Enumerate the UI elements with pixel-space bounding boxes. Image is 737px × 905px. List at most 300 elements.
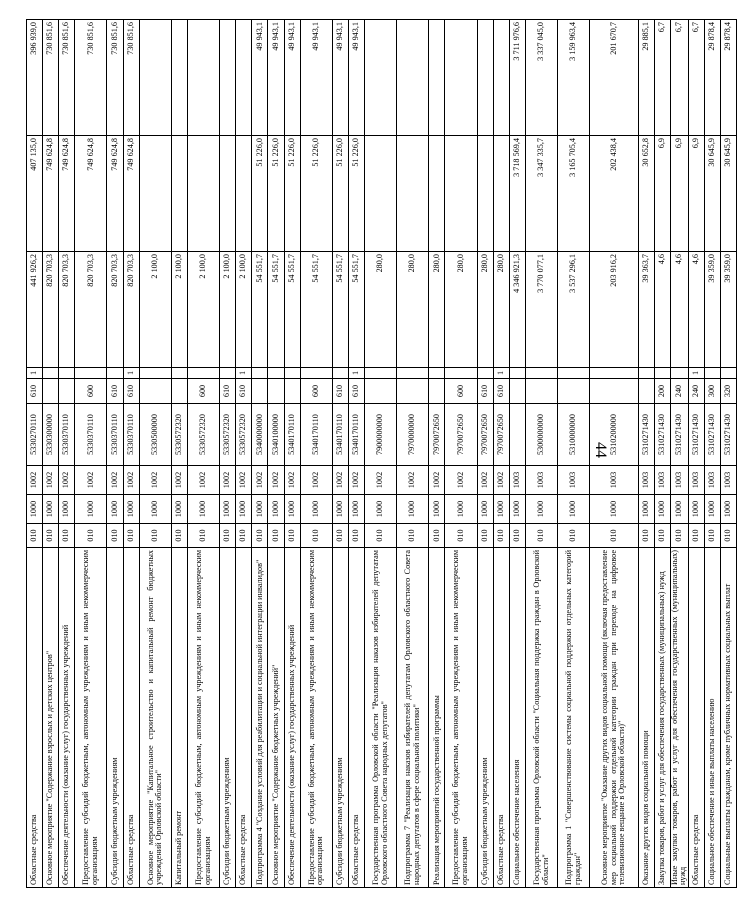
amount-year3-cell: 29 878,4	[705, 20, 721, 136]
expense-type-cell	[59, 379, 75, 404]
fund-source-cell: 1	[236, 368, 252, 379]
expense-type-cell: 600	[187, 379, 219, 404]
fund-source-cell: 1	[123, 368, 139, 379]
ved-code-cell: 010	[139, 524, 171, 548]
amount-year1-cell: 54 551,7	[348, 252, 364, 368]
subsection-cell: 1003	[590, 466, 638, 495]
subsection-cell: 1002	[429, 466, 445, 495]
rotated-table-container	[26, 20, 733, 888]
table-row	[525, 20, 557, 888]
amount-year2-cell	[397, 136, 429, 252]
amount-year3-cell: 29 885,1	[638, 20, 654, 136]
section-cell: 1000	[445, 495, 477, 524]
table-row	[721, 20, 737, 888]
section-cell: 1000	[654, 495, 670, 524]
ved-code-cell: 010	[252, 524, 268, 548]
table-row	[397, 20, 429, 888]
amount-year2-cell: 6,9	[654, 136, 670, 252]
amount-year3-cell: 3 159 963,4	[558, 20, 590, 136]
target-article-cell: 5300000000	[525, 404, 557, 466]
table-row	[493, 20, 509, 888]
amount-year1-cell: 280,0	[429, 252, 445, 368]
amount-year1-cell: 820 703,3	[123, 252, 139, 368]
amount-year3-cell	[445, 20, 477, 136]
table-row	[123, 20, 139, 888]
name-cell: Реализация мероприятий государственной программы	[429, 548, 445, 888]
ved-code-cell: 010	[397, 524, 429, 548]
section-cell: 1000	[332, 495, 348, 524]
name-cell: Предоставление субсидий бюджетным, автономным учреждениям и иным некоммерческим организациям	[300, 548, 332, 888]
table-row	[139, 20, 171, 888]
table-row	[43, 20, 59, 888]
ved-code-cell: 010	[477, 524, 493, 548]
ved-code-cell: 010	[284, 524, 300, 548]
name-cell: Предоставление субсидий бюджетным, автономным учреждениям и иным некоммерческим организациям	[75, 548, 107, 888]
expense-type-cell: 600	[75, 379, 107, 404]
ved-code-cell: 010	[364, 524, 396, 548]
amount-year1-cell: 4,6	[670, 252, 688, 368]
table-row	[509, 20, 525, 888]
amount-year3-cell	[187, 20, 219, 136]
ved-code-cell: 010	[590, 524, 638, 548]
section-cell: 1000	[220, 495, 236, 524]
amount-year1-cell: 4 346 921,3	[509, 252, 525, 368]
name-cell: Обеспечение деятельности (оказание услуг) государственных учреждений	[59, 548, 75, 888]
target-article-cell: 5330370110	[59, 404, 75, 466]
table-row	[107, 20, 123, 888]
target-article-cell: 5330370110	[107, 404, 123, 466]
section-cell: 1000	[348, 495, 364, 524]
amount-year3-cell: 49 943,1	[348, 20, 364, 136]
name-cell: Субсидии бюджетным учреждениям	[107, 548, 123, 888]
name-cell: Капитальный ремонт	[171, 548, 187, 888]
amount-year3-cell: 6,7	[670, 20, 688, 136]
amount-year3-cell	[139, 20, 171, 136]
fund-source-cell	[638, 368, 654, 379]
amount-year3-cell: 3 711 976,6	[509, 20, 525, 136]
section-cell: 1000	[721, 495, 737, 524]
amount-year3-cell: 6,7	[654, 20, 670, 136]
ved-code-cell: 010	[59, 524, 75, 548]
ved-code-cell: 010	[220, 524, 236, 548]
ved-code-cell: 010	[429, 524, 445, 548]
target-article-cell: 5330300000	[43, 404, 59, 466]
ved-code-cell: 010	[75, 524, 107, 548]
table-row	[59, 20, 75, 888]
name-cell: Государственная программа Орловской области "Реализация наказов избирателей депутатам Орловского областного Совета народных депутатов"	[364, 548, 396, 888]
ved-code-cell: 010	[107, 524, 123, 548]
fund-source-cell	[721, 368, 737, 379]
target-article-cell: 5330370110	[75, 404, 107, 466]
amount-year3-cell	[220, 20, 236, 136]
amount-year2-cell: 3 165 705,4	[558, 136, 590, 252]
subsection-cell: 1002	[477, 466, 493, 495]
amount-year3-cell: 730 851,6	[107, 20, 123, 136]
subsection-cell: 1002	[27, 466, 43, 495]
section-cell: 1000	[187, 495, 219, 524]
section-cell: 1000	[477, 495, 493, 524]
section-cell: 1000	[107, 495, 123, 524]
section-cell: 1000	[75, 495, 107, 524]
amount-year1-cell: 203 916,2	[590, 252, 638, 368]
name-cell: Подпрограмма 7 "Реализация наказов избирателей депутатам Орловского областного Совета народных депутатов в сфере социальной политики"	[397, 548, 429, 888]
section-cell: 1000	[171, 495, 187, 524]
name-cell: Иные закупки товаров, работ и услуг для обеспечения государственных (муниципальных) нужд	[670, 548, 688, 888]
amount-year1-cell: 4,6	[688, 252, 704, 368]
subsection-cell: 1002	[187, 466, 219, 495]
subsection-cell: 1002	[268, 466, 284, 495]
expense-type-cell: 610	[236, 379, 252, 404]
expense-type-cell	[364, 379, 396, 404]
name-cell: Областные средства	[236, 548, 252, 888]
amount-year1-cell: 280,0	[397, 252, 429, 368]
expense-type-cell: 610	[348, 379, 364, 404]
subsection-cell: 1003	[654, 466, 670, 495]
expense-type-cell	[43, 379, 59, 404]
subsection-cell: 1002	[139, 466, 171, 495]
ved-code-cell: 010	[670, 524, 688, 548]
amount-year3-cell: 29 878,4	[721, 20, 737, 136]
section-cell: 1000	[43, 495, 59, 524]
amount-year1-cell: 280,0	[493, 252, 509, 368]
ved-code-cell: 010	[236, 524, 252, 548]
subsection-cell: 1003	[721, 466, 737, 495]
table-row	[688, 20, 704, 888]
fund-source-cell	[171, 368, 187, 379]
fund-source-cell	[445, 368, 477, 379]
table-row	[477, 20, 493, 888]
name-cell: Областные средства	[27, 548, 43, 888]
fund-source-cell	[43, 368, 59, 379]
page-number: 44	[592, 442, 609, 458]
amount-year2-cell	[429, 136, 445, 252]
subsection-cell: 1002	[43, 466, 59, 495]
ved-code-cell: 010	[123, 524, 139, 548]
fund-source-cell	[364, 368, 396, 379]
subsection-cell: 1002	[123, 466, 139, 495]
target-article-cell: 5330572320	[187, 404, 219, 466]
table-row	[300, 20, 332, 888]
ved-code-cell: 010	[268, 524, 284, 548]
ved-code-cell: 010	[300, 524, 332, 548]
amount-year2-cell	[236, 136, 252, 252]
subsection-cell: 1003	[688, 466, 704, 495]
amount-year2-cell: 3 718 569,4	[509, 136, 525, 252]
section-cell: 1000	[638, 495, 654, 524]
fund-source-cell	[284, 368, 300, 379]
fund-source-cell	[75, 368, 107, 379]
ved-code-cell: 010	[187, 524, 219, 548]
expense-type-cell: 200	[654, 379, 670, 404]
expense-type-cell	[509, 379, 525, 404]
subsection-cell: 1002	[397, 466, 429, 495]
fund-source-cell	[429, 368, 445, 379]
section-cell: 1000	[670, 495, 688, 524]
amount-year3-cell	[397, 20, 429, 136]
table-row	[332, 20, 348, 888]
amount-year3-cell: 49 943,1	[332, 20, 348, 136]
expense-type-cell: 240	[688, 379, 704, 404]
subsection-cell: 1002	[445, 466, 477, 495]
target-article-cell: 5330370110	[123, 404, 139, 466]
target-article-cell: 5310271430	[654, 404, 670, 466]
fund-source-cell	[477, 368, 493, 379]
fund-source-cell	[300, 368, 332, 379]
fund-source-cell	[332, 368, 348, 379]
name-cell: Оказание других видов социальной помощи	[638, 548, 654, 888]
fund-source-cell	[525, 368, 557, 379]
table-row	[558, 20, 590, 888]
table-row	[348, 20, 364, 888]
amount-year3-cell	[236, 20, 252, 136]
target-article-cell	[509, 404, 525, 466]
table-row	[705, 20, 721, 888]
amount-year2-cell: 30 652,8	[638, 136, 654, 252]
amount-year2-cell	[477, 136, 493, 252]
amount-year2-cell: 51 226,0	[300, 136, 332, 252]
amount-year2-cell: 51 226,0	[268, 136, 284, 252]
expense-type-cell: 610	[123, 379, 139, 404]
target-article-cell: 5330500000	[139, 404, 171, 466]
amount-year3-cell	[364, 20, 396, 136]
expense-type-cell: 320	[721, 379, 737, 404]
amount-year3-cell: 3 337 045,0	[525, 20, 557, 136]
name-cell: Подпрограмма 1 "Совершенствование системы социальной поддержки отдельных категорий граждан"	[558, 548, 590, 888]
expense-type-cell: 610	[493, 379, 509, 404]
subsection-cell: 1002	[59, 466, 75, 495]
subsection-cell: 1002	[252, 466, 268, 495]
fund-source-cell	[509, 368, 525, 379]
amount-year2-cell	[493, 136, 509, 252]
section-cell: 1000	[705, 495, 721, 524]
fund-source-cell: 1	[688, 368, 704, 379]
table-row	[220, 20, 236, 888]
target-article-cell: 5340170110	[300, 404, 332, 466]
target-article-cell: 5310271430	[638, 404, 654, 466]
name-cell: Подпрограмма 4 "Создание условий для реабилитации и социальной интеграции инвалидов"	[252, 548, 268, 888]
amount-year2-cell: 6,9	[670, 136, 688, 252]
amount-year3-cell	[477, 20, 493, 136]
fund-source-cell	[107, 368, 123, 379]
ved-code-cell: 010	[705, 524, 721, 548]
amount-year2-cell: 30 645,9	[705, 136, 721, 252]
amount-year3-cell: 49 943,1	[284, 20, 300, 136]
fund-source-cell: 1	[348, 368, 364, 379]
amount-year1-cell: 2 100,0	[187, 252, 219, 368]
amount-year2-cell	[187, 136, 219, 252]
table-row	[27, 20, 43, 888]
amount-year2-cell: 51 226,0	[284, 136, 300, 252]
amount-year3-cell: 730 851,6	[59, 20, 75, 136]
subsection-cell: 1003	[525, 466, 557, 495]
amount-year2-cell: 3 347 335,7	[525, 136, 557, 252]
target-article-cell: 5310271430	[670, 404, 688, 466]
fund-source-cell	[670, 368, 688, 379]
amount-year2-cell: 30 645,9	[721, 136, 737, 252]
name-cell: Основное мероприятие "Капитальное строительство и капитальный ремонт бюджетных учреждений Орловской области"	[139, 548, 171, 888]
amount-year3-cell: 49 943,1	[252, 20, 268, 136]
amount-year3-cell: 49 943,1	[268, 20, 284, 136]
amount-year1-cell: 3 537 296,1	[558, 252, 590, 368]
fund-source-cell: 1	[27, 368, 43, 379]
amount-year2-cell: 51 226,0	[348, 136, 364, 252]
subsection-cell: 1003	[705, 466, 721, 495]
subsection-cell: 1002	[75, 466, 107, 495]
amount-year1-cell: 4,6	[654, 252, 670, 368]
amount-year2-cell: 407 135,0	[27, 136, 43, 252]
amount-year3-cell: 6,7	[688, 20, 704, 136]
name-cell: Социальное обеспечение и иные выплаты населению	[705, 548, 721, 888]
amount-year1-cell: 280,0	[364, 252, 396, 368]
subsection-cell: 1002	[332, 466, 348, 495]
subsection-cell: 1002	[171, 466, 187, 495]
amount-year2-cell	[139, 136, 171, 252]
table-row	[364, 20, 396, 888]
amount-year2-cell: 6,9	[688, 136, 704, 252]
amount-year1-cell: 820 703,3	[43, 252, 59, 368]
amount-year1-cell: 54 551,7	[332, 252, 348, 368]
amount-year1-cell: 2 100,0	[139, 252, 171, 368]
table-row	[670, 20, 688, 888]
target-article-cell: 7970072650	[493, 404, 509, 466]
amount-year1-cell: 820 703,3	[107, 252, 123, 368]
target-article-cell: 5310200000	[590, 404, 638, 466]
target-article-cell: 7970072650	[477, 404, 493, 466]
amount-year3-cell	[493, 20, 509, 136]
amount-year1-cell: 54 551,7	[252, 252, 268, 368]
name-cell: Областные средства	[493, 548, 509, 888]
target-article-cell: 7970072650	[445, 404, 477, 466]
expense-type-cell: 600	[300, 379, 332, 404]
subsection-cell: 1003	[638, 466, 654, 495]
expense-type-cell	[638, 379, 654, 404]
table-row	[252, 20, 268, 888]
amount-year1-cell: 280,0	[477, 252, 493, 368]
table-row	[268, 20, 284, 888]
amount-year1-cell: 820 703,3	[59, 252, 75, 368]
table-row	[445, 20, 477, 888]
target-article-cell: 5310271430	[705, 404, 721, 466]
table-row	[236, 20, 252, 888]
expense-type-cell	[558, 379, 590, 404]
fund-source-cell: 1	[493, 368, 509, 379]
expense-type-cell	[139, 379, 171, 404]
table-row	[429, 20, 445, 888]
section-cell: 1000	[558, 495, 590, 524]
expense-type-cell: 600	[445, 379, 477, 404]
expense-type-cell	[397, 379, 429, 404]
name-cell: Социальные выплаты гражданам, кроме публичных нормативных социальных выплат	[721, 548, 737, 888]
amount-year2-cell	[220, 136, 236, 252]
amount-year3-cell: 49 943,1	[300, 20, 332, 136]
amount-year3-cell	[171, 20, 187, 136]
section-cell: 1000	[300, 495, 332, 524]
amount-year2-cell: 749 624,8	[75, 136, 107, 252]
amount-year2-cell: 749 624,8	[123, 136, 139, 252]
name-cell: Закупка товаров, работ и услуг для обеспечения государственных (муниципальных) нужд	[654, 548, 670, 888]
name-cell: Областные средства	[688, 548, 704, 888]
target-article-cell: 5310271430	[721, 404, 737, 466]
ved-code-cell: 010	[558, 524, 590, 548]
ved-code-cell: 010	[654, 524, 670, 548]
section-cell: 1000	[236, 495, 252, 524]
expense-type-cell	[429, 379, 445, 404]
subsection-cell: 1002	[348, 466, 364, 495]
rotated-table-frame	[26, 20, 733, 888]
amount-year1-cell: 39 363,7	[638, 252, 654, 368]
amount-year1-cell: 2 100,0	[171, 252, 187, 368]
ved-code-cell: 010	[688, 524, 704, 548]
subsection-cell: 1002	[236, 466, 252, 495]
amount-year1-cell: 39 359,0	[721, 252, 737, 368]
section-cell: 1000	[252, 495, 268, 524]
section-cell: 1000	[59, 495, 75, 524]
expense-type-cell: 610	[477, 379, 493, 404]
target-article-cell: 5330572320	[220, 404, 236, 466]
expense-type-cell	[284, 379, 300, 404]
table-row	[638, 20, 654, 888]
target-article-cell: 5310271430	[688, 404, 704, 466]
name-cell: Государственная программа Орловской области "Социальная поддержка граждан в Орловской области"	[525, 548, 557, 888]
ved-code-cell: 010	[348, 524, 364, 548]
target-article-cell: 7970000000	[397, 404, 429, 466]
amount-year2-cell	[171, 136, 187, 252]
ved-code-cell: 010	[445, 524, 477, 548]
amount-year2-cell	[364, 136, 396, 252]
fund-source-cell	[139, 368, 171, 379]
name-cell: Областные средства	[123, 548, 139, 888]
ved-code-cell: 010	[171, 524, 187, 548]
section-cell: 1000	[284, 495, 300, 524]
amount-year3-cell: 396 939,0	[27, 20, 43, 136]
target-article-cell: 7900000000	[364, 404, 396, 466]
subsection-cell: 1002	[220, 466, 236, 495]
name-cell: Основное мероприятие "Содержание бюджетных учреждений"	[268, 548, 284, 888]
target-article-cell: 5310000000	[558, 404, 590, 466]
subsection-cell: 1003	[558, 466, 590, 495]
expense-type-cell	[525, 379, 557, 404]
table-row	[187, 20, 219, 888]
section-cell: 1000	[123, 495, 139, 524]
amount-year3-cell: 730 851,6	[75, 20, 107, 136]
ved-code-cell: 010	[43, 524, 59, 548]
expense-type-cell	[252, 379, 268, 404]
expense-type-cell: 610	[332, 379, 348, 404]
fund-source-cell	[705, 368, 721, 379]
table-row	[171, 20, 187, 888]
target-article-cell: 5340170110	[284, 404, 300, 466]
amount-year1-cell: 54 551,7	[300, 252, 332, 368]
name-cell: Основное мероприятие "Содержание взрослых и детских центров"	[43, 548, 59, 888]
subsection-cell: 1002	[364, 466, 396, 495]
subsection-cell: 1002	[300, 466, 332, 495]
amount-year1-cell: 2 100,0	[236, 252, 252, 368]
amount-year2-cell: 749 624,8	[59, 136, 75, 252]
expense-type-cell	[171, 379, 187, 404]
expense-type-cell: 610	[27, 379, 43, 404]
section-cell: 1000	[493, 495, 509, 524]
ved-code-cell: 010	[721, 524, 737, 548]
fund-source-cell	[268, 368, 284, 379]
section-cell: 1000	[139, 495, 171, 524]
fund-source-cell	[220, 368, 236, 379]
name-cell: Субсидии бюджетным учреждениям	[332, 548, 348, 888]
section-cell: 1000	[397, 495, 429, 524]
table-row	[284, 20, 300, 888]
name-cell: Предоставление субсидий бюджетным, автономным учреждениям и иным некоммерческим организациям	[445, 548, 477, 888]
name-cell: Обеспечение деятельности (оказание услуг) государственных учреждений	[284, 548, 300, 888]
subsection-cell: 1002	[284, 466, 300, 495]
